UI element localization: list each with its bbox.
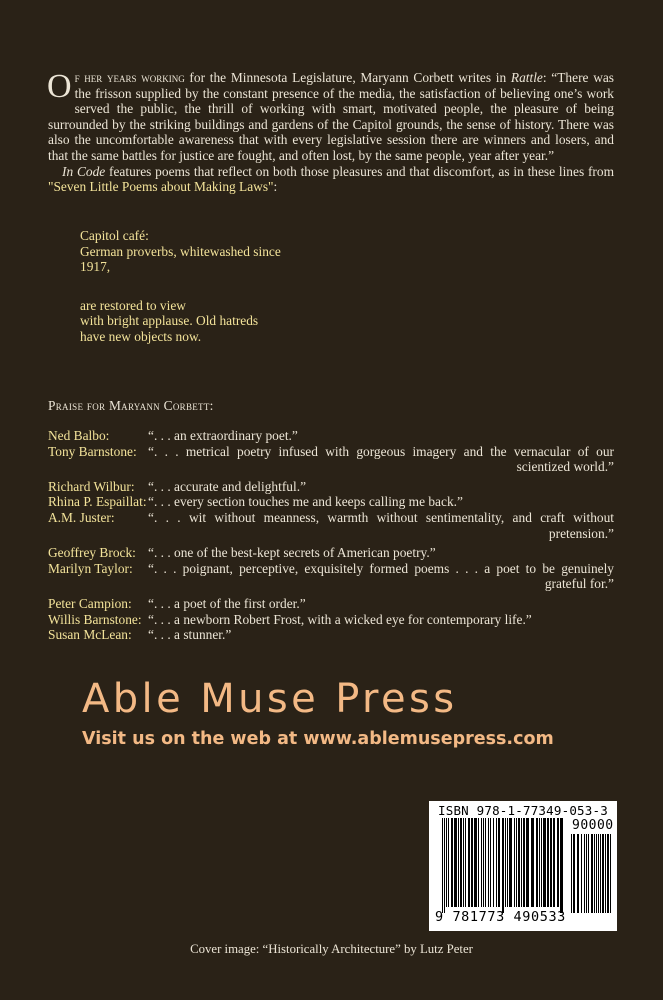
barcode-bar <box>478 818 479 907</box>
praise-row <box>48 479 614 495</box>
barcode-addon-bar <box>598 834 599 913</box>
intro-smallcaps-lead: f her years working <box>74 70 185 85</box>
barcode-bar <box>557 818 559 907</box>
barcode-bar <box>460 818 462 907</box>
praise-row <box>48 428 614 444</box>
barcode-bar <box>523 818 525 907</box>
barcode-bar <box>458 818 459 907</box>
barcode-bar <box>446 818 447 907</box>
praise-author: Ned Balbo: <box>48 428 110 443</box>
barcode-bar <box>481 818 482 907</box>
barcode-addon-bar <box>577 834 579 913</box>
praise-author: A.M. Juster: <box>48 509 115 525</box>
barcode-bar <box>448 818 449 907</box>
barcode-addon-bar <box>605 834 606 913</box>
barcode-addon-bar <box>586 834 587 913</box>
barcode-bar <box>509 818 512 907</box>
poem-line: German proverbs, whitewashed since <box>80 243 281 259</box>
barcode-bar <box>502 818 504 913</box>
poem-excerpt <box>80 228 281 368</box>
barcode-addon-bar <box>571 834 572 913</box>
intro-quote: : “There was the frisson supplied by the constant presence of the media, the satisfaction of believing one’s work served the public, the thrill of working with smart, motivated people, the pleasure of being surrounded by the striking buildings and gardens of the Capitol grounds, the sense of history. There was also the uncomfortable awareness that with every legislative session there are winners and losers, and that the same battles for justice are fought, and often lost, by the same people, year after year.” <box>48 70 615 163</box>
barcode-bar <box>507 818 508 907</box>
barcode-bar <box>521 818 522 907</box>
barcode-bar <box>516 818 517 907</box>
poem-line: with bright applause. Old hatreds <box>80 313 259 329</box>
intro-paragraph-2-end: : <box>273 179 278 195</box>
praise-row <box>48 510 614 541</box>
praise-group <box>48 596 614 643</box>
praise-row <box>48 612 614 628</box>
barcode-bar <box>514 818 515 907</box>
praise-row <box>48 494 614 510</box>
barcode-bar <box>539 818 540 907</box>
barcode-bar <box>474 818 477 907</box>
barcode-bar <box>485 818 486 907</box>
price-code: 90000 <box>572 818 614 833</box>
praise-group <box>48 479 614 541</box>
isbn-number: ISBN 978-1-77349-053-3 <box>438 803 608 818</box>
barcode-addon-bar <box>588 834 589 913</box>
intro-paragraph-2 <box>48 164 614 195</box>
book-title: In Code <box>62 163 106 179</box>
praise-heading: Praise for Maryann Corbett: <box>48 398 214 413</box>
praise-quote: “. . . a newborn Robert Frost, with a wicked eye for contemporary life.” <box>148 611 532 627</box>
praise-group <box>48 545 614 592</box>
barcode-addon-bar <box>610 834 611 913</box>
barcode-bar <box>454 818 457 907</box>
intro-source-title: Rattle <box>510 70 543 85</box>
praise-author: Richard Wilbur: <box>48 478 135 494</box>
praise-row <box>48 596 614 612</box>
praise-quote: “. . . every section touches me and keeps calling me back.” <box>148 494 463 510</box>
barcode-addon-bar <box>607 834 609 913</box>
praise-quote: “. . . accurate and delightful.” <box>148 478 307 494</box>
praise-quote: “. . . wit without meanness, warmth without sentimentality, and craft without pretension.” <box>148 509 614 541</box>
barcode-bar <box>518 818 520 907</box>
barcode-addon-bar <box>602 834 604 913</box>
intro-paragraph-1 <box>48 70 614 164</box>
barcode-addon-bar <box>600 834 601 913</box>
barcode-bar <box>463 818 464 907</box>
barcode-addon-bar <box>573 834 575 913</box>
barcode-bar <box>536 818 538 907</box>
barcode-addon-bar <box>584 834 585 913</box>
praise-author: Tony Barnstone: <box>48 443 137 459</box>
barcode-bar <box>496 818 497 907</box>
praise-author: Geoffrey Brock: <box>48 545 136 561</box>
praise-author: Willis Barnstone: <box>48 611 142 627</box>
praise-row <box>48 444 614 475</box>
barcode-bar <box>550 818 552 907</box>
barcode-bar <box>531 818 534 907</box>
poem-line: are restored to view <box>80 297 186 313</box>
barcode-bar <box>543 818 546 907</box>
praise-quote: “. . . metrical poetry infused with gorgeous imagery and the vernacular of our scientized world.” <box>148 443 614 475</box>
isbn-barcode <box>429 801 617 931</box>
praise-author: Susan McLean: <box>48 627 132 643</box>
barcode-bar <box>526 818 529 907</box>
poem-title: "Seven Little Poems about Making Laws" <box>48 179 274 195</box>
praise-list <box>48 428 614 647</box>
intro-paragraph-2-text: features poems that reflect on both those pleasures and that discomfort, as in these lines from <box>105 163 614 179</box>
praise-quote: “. . . a stunner.” <box>148 627 232 643</box>
praise-group <box>48 428 614 475</box>
drop-cap: O <box>47 68 72 105</box>
barcode-bar <box>488 818 489 907</box>
barcode-addon-bar <box>596 834 597 913</box>
barcode-addon-bar <box>581 834 582 913</box>
barcode-addon-bar <box>594 834 595 913</box>
barcode-bar <box>560 818 563 913</box>
barcode-bar <box>451 818 453 907</box>
barcode-bar <box>444 818 445 913</box>
barcode-bar <box>553 818 555 907</box>
barcode-bar <box>471 818 473 907</box>
barcode-bar <box>547 818 549 907</box>
barcode-bar <box>442 818 443 913</box>
publisher-website: Visit us on the web at www.ablemusepress.com <box>82 729 554 749</box>
publisher-name: Able Muse Press <box>82 676 458 722</box>
cover-credit: Cover image: “Historically Architecture” by Lutz Peter <box>190 942 473 956</box>
intro-text <box>48 70 614 195</box>
praise-quote: “. . . an extraordinary poet.” <box>148 428 298 443</box>
barcode-bar <box>465 818 466 907</box>
praise-quote: “. . . poignant, perceptive, exquisitely formed poems . . . a poet to be genuinely grateful for.” <box>148 560 614 592</box>
poem-line: have new objects now. <box>80 328 202 344</box>
praise-quote: “. . . one of the best-kept secrets of American poetry.” <box>148 545 436 561</box>
poem-stanza-1 <box>80 228 281 275</box>
praise-quote: “. . . a poet of the first order.” <box>148 595 306 611</box>
barcode-bar <box>468 818 470 907</box>
barcode-bar <box>483 818 484 907</box>
praise-row <box>48 561 614 592</box>
intro-text-before-source: for the Minnesota Legislature, Maryann Corbett writes in <box>184 70 511 85</box>
barcode-bar <box>498 818 500 907</box>
barcode-digits: 9 781773 490533 <box>435 909 566 925</box>
poem-line: 1917, <box>80 259 111 275</box>
barcode-bar <box>541 818 542 907</box>
praise-row <box>48 627 614 643</box>
praise-row <box>48 545 614 561</box>
praise-author: Rhina P. Espaillat: <box>48 494 147 510</box>
praise-author: Marilyn Taylor: <box>48 560 133 576</box>
barcode-bar <box>505 818 506 907</box>
barcode-bar <box>490 818 491 907</box>
barcode-addon-bar <box>591 834 593 913</box>
praise-author: Peter Campion: <box>48 595 132 611</box>
barcode-bar <box>493 818 494 907</box>
poem-line: Capitol café: <box>80 228 149 243</box>
poem-stanza-2 <box>80 298 281 345</box>
